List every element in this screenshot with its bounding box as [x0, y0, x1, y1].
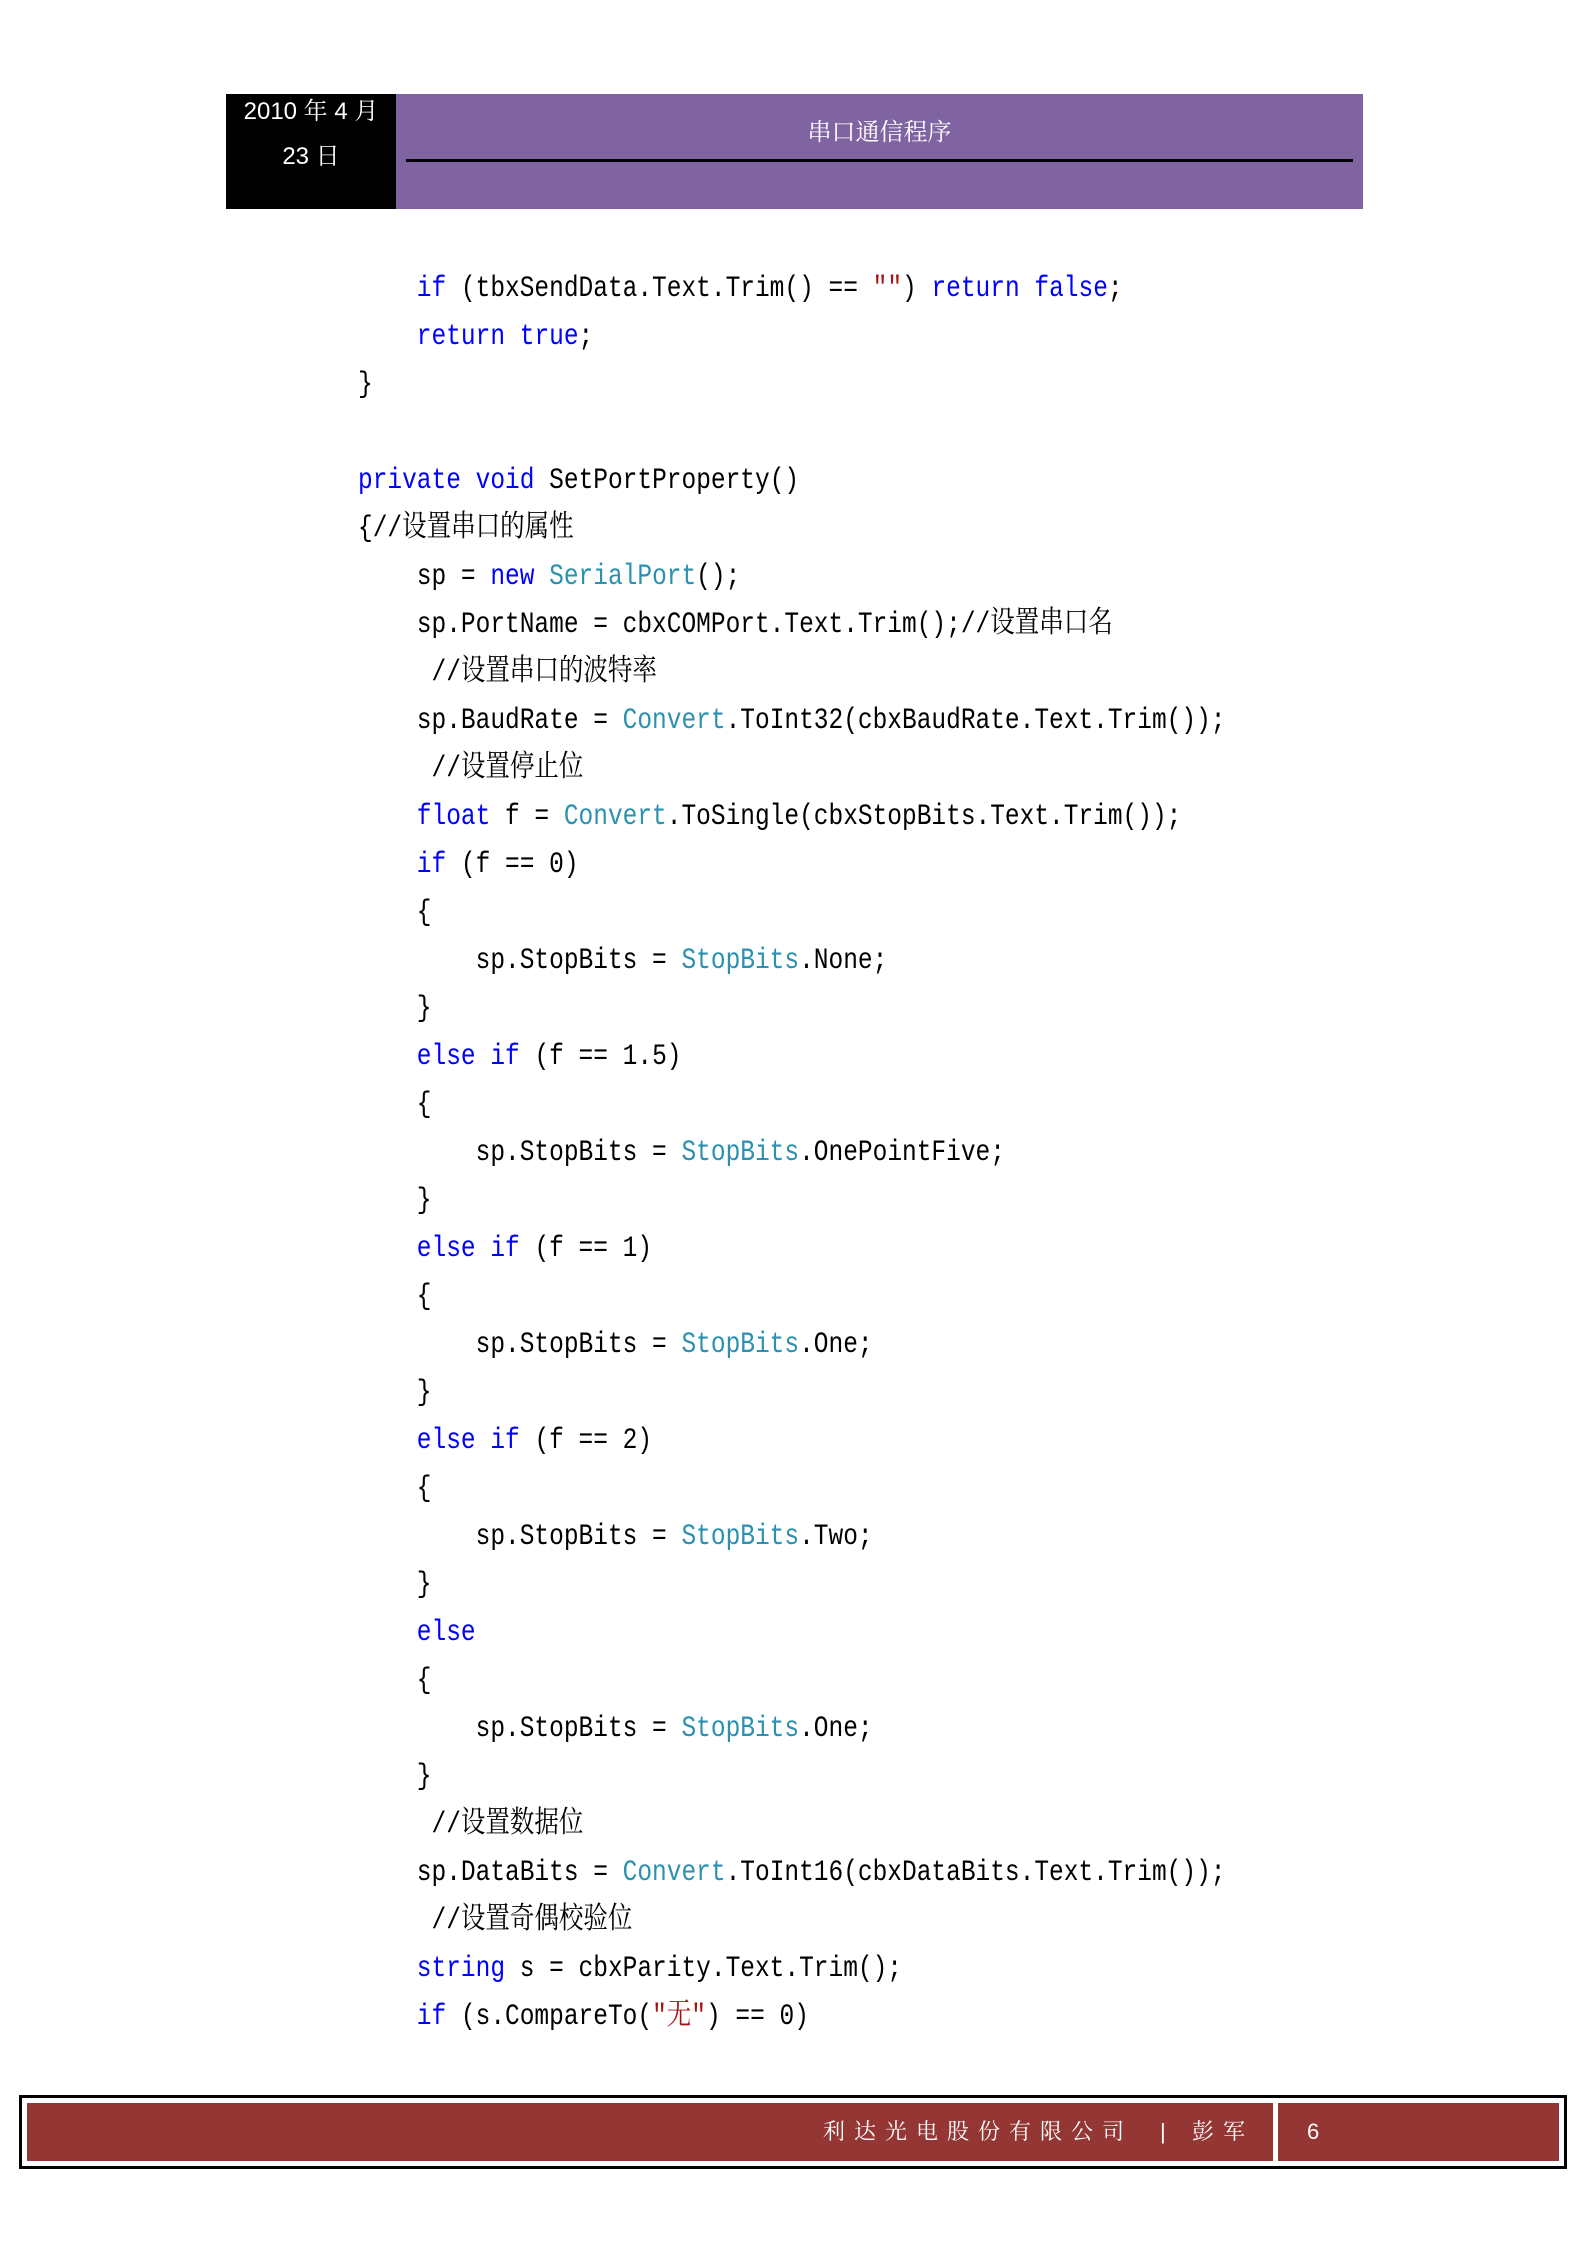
code-line [358, 889, 1501, 937]
code-text: { [416, 1472, 432, 1506]
code-block [358, 265, 1501, 2041]
code-text: (f == 1.5) [519, 1040, 682, 1074]
code-comment: //设置奇偶校验位 [416, 1904, 633, 1938]
code-text: .ToInt16(cbxDataBits.Text.Trim()); [725, 1856, 1226, 1890]
code-text: .ToInt32(cbxBaudRate.Text.Trim()); [725, 704, 1226, 738]
code-text: sp.StopBits = [475, 944, 682, 978]
code-line [358, 265, 1501, 313]
code-type: StopBits [681, 1520, 800, 1554]
code-text: { [416, 1664, 432, 1698]
code-text: } [416, 1184, 432, 1218]
code-line [358, 841, 1501, 889]
page-number: 6 [1307, 2119, 1320, 2144]
code-type: Convert [622, 704, 726, 738]
code-text: (); [696, 560, 741, 594]
code-text: } [416, 1568, 432, 1602]
code-text: { [416, 1088, 432, 1122]
code-line [358, 793, 1501, 841]
code-string: "" [872, 272, 903, 306]
code-line [358, 1321, 1501, 1369]
code-text: } [416, 992, 432, 1026]
code-text [461, 464, 476, 498]
code-line [358, 1609, 1501, 1657]
code-string: "无" [652, 2000, 706, 2034]
code-text: { [416, 896, 432, 930]
code-text: sp.StopBits = [475, 1712, 682, 1746]
code-comment: //设置停止位 [416, 752, 584, 786]
code-keyword: new [490, 560, 535, 594]
code-text: (f == 0) [446, 848, 579, 882]
code-text: .One; [799, 1712, 873, 1746]
code-type: StopBits [681, 1328, 800, 1362]
code-line [358, 1849, 1501, 1897]
code-text: .OnePointFive; [799, 1136, 1005, 1170]
code-text [476, 1424, 491, 1458]
code-keyword: if [490, 1232, 520, 1266]
code-line [358, 1033, 1501, 1081]
code-line [358, 1177, 1501, 1225]
code-text: ; [578, 320, 594, 354]
code-line [358, 1369, 1501, 1417]
code-text: sp.PortName = cbxCOMPort.Text.Trim();//设置串口名 [416, 608, 1113, 642]
code-line [358, 505, 1501, 553]
code-line [358, 1897, 1501, 1945]
code-keyword: true [519, 320, 579, 354]
code-line [358, 361, 1501, 409]
code-text: ; [1107, 272, 1123, 306]
code-keyword: else [416, 1424, 476, 1458]
code-line [358, 745, 1501, 793]
code-line [358, 1993, 1501, 2041]
header-date-line1: 2010 年 4 月 [243, 98, 379, 125]
code-keyword: else [416, 1040, 476, 1074]
code-type: StopBits [681, 1712, 800, 1746]
footer-author: 彭军 [1192, 2119, 1255, 2144]
code-keyword: return [931, 272, 1020, 306]
code-keyword: if [490, 1424, 520, 1458]
code-line [358, 1225, 1501, 1273]
code-line [358, 1417, 1501, 1465]
code-line [358, 1081, 1501, 1129]
code-keyword: private [358, 464, 461, 498]
code-type: StopBits [681, 944, 800, 978]
code-keyword: else [416, 1616, 476, 1650]
code-text [534, 560, 549, 594]
code-text: f = [490, 800, 564, 834]
code-text: .None; [799, 944, 888, 978]
code-text: } [416, 1376, 432, 1410]
code-line [358, 313, 1501, 361]
code-text: sp.BaudRate = [416, 704, 623, 738]
header-rule [406, 159, 1353, 162]
code-type: SerialPort [549, 560, 697, 594]
code-line [358, 457, 1501, 505]
code-keyword: if [416, 848, 447, 882]
code-text: s = cbxParity.Text.Trim(); [505, 1952, 903, 1986]
code-line [358, 1705, 1501, 1753]
code-keyword: float [416, 800, 491, 834]
code-text: (f == 1) [519, 1232, 653, 1266]
code-text: { [416, 1280, 432, 1314]
code-comment: {//设置串口的属性 [358, 512, 574, 546]
code-line [358, 937, 1501, 985]
code-keyword: false [1034, 272, 1108, 306]
code-line [358, 1753, 1501, 1801]
code-keyword: void [475, 464, 535, 498]
code-keyword: if [416, 2000, 447, 2034]
code-comment: //设置串口的波特率 [416, 656, 657, 690]
code-text: sp.StopBits = [475, 1520, 682, 1554]
code-keyword: string [416, 1952, 506, 1986]
code-text: ) == 0) [705, 2000, 809, 2034]
header-title: 串口通信程序 [807, 119, 952, 146]
code-text: SetPortProperty() [534, 464, 800, 498]
code-text [476, 1232, 491, 1266]
code-text: .One; [799, 1328, 873, 1362]
code-text: } [358, 368, 373, 402]
header-title-box [396, 94, 1363, 209]
code-type: StopBits [681, 1136, 800, 1170]
header-date-line2: 23 日 [282, 143, 340, 170]
code-line [358, 1465, 1501, 1513]
code-line [358, 1801, 1501, 1849]
code-text [505, 320, 520, 354]
code-text [476, 1040, 491, 1074]
code-text [1020, 272, 1035, 306]
code-line [358, 1273, 1501, 1321]
code-keyword: return [416, 320, 506, 354]
code-line [358, 697, 1501, 745]
code-text: sp.StopBits = [475, 1136, 682, 1170]
code-text: sp = [416, 560, 491, 594]
code-text: ) [902, 272, 932, 306]
code-text: sp.StopBits = [475, 1328, 682, 1362]
code-line [358, 649, 1501, 697]
code-line [358, 1129, 1501, 1177]
code-keyword: if [490, 1040, 520, 1074]
code-text: .ToSingle(cbxStopBits.Text.Trim()); [666, 800, 1182, 834]
code-line-blank [358, 409, 1501, 457]
code-line [358, 1561, 1501, 1609]
footer-company: 利达光电股份有限公司 [823, 2119, 1134, 2144]
code-line [358, 1945, 1501, 1993]
code-keyword: if [416, 272, 447, 306]
code-text: (tbxSendData.Text.Trim() == [446, 272, 873, 306]
code-comment: //设置数据位 [416, 1808, 584, 1842]
code-line [358, 1513, 1501, 1561]
code-type: Convert [622, 1856, 726, 1890]
code-line [358, 553, 1501, 601]
code-line [358, 1657, 1501, 1705]
footer-right-cell [1278, 2103, 1559, 2161]
code-text: (s.CompareTo( [446, 2000, 653, 2034]
code-line [358, 601, 1501, 649]
code-text: (f == 2) [519, 1424, 653, 1458]
code-text: .Two; [799, 1520, 873, 1554]
code-line [358, 985, 1501, 1033]
footer-separator: | [1160, 2119, 1166, 2144]
code-text: sp.DataBits = [416, 1856, 623, 1890]
header-date-box [226, 94, 396, 209]
code-type: Convert [563, 800, 667, 834]
code-keyword: else [416, 1232, 476, 1266]
code-text: } [416, 1760, 432, 1794]
